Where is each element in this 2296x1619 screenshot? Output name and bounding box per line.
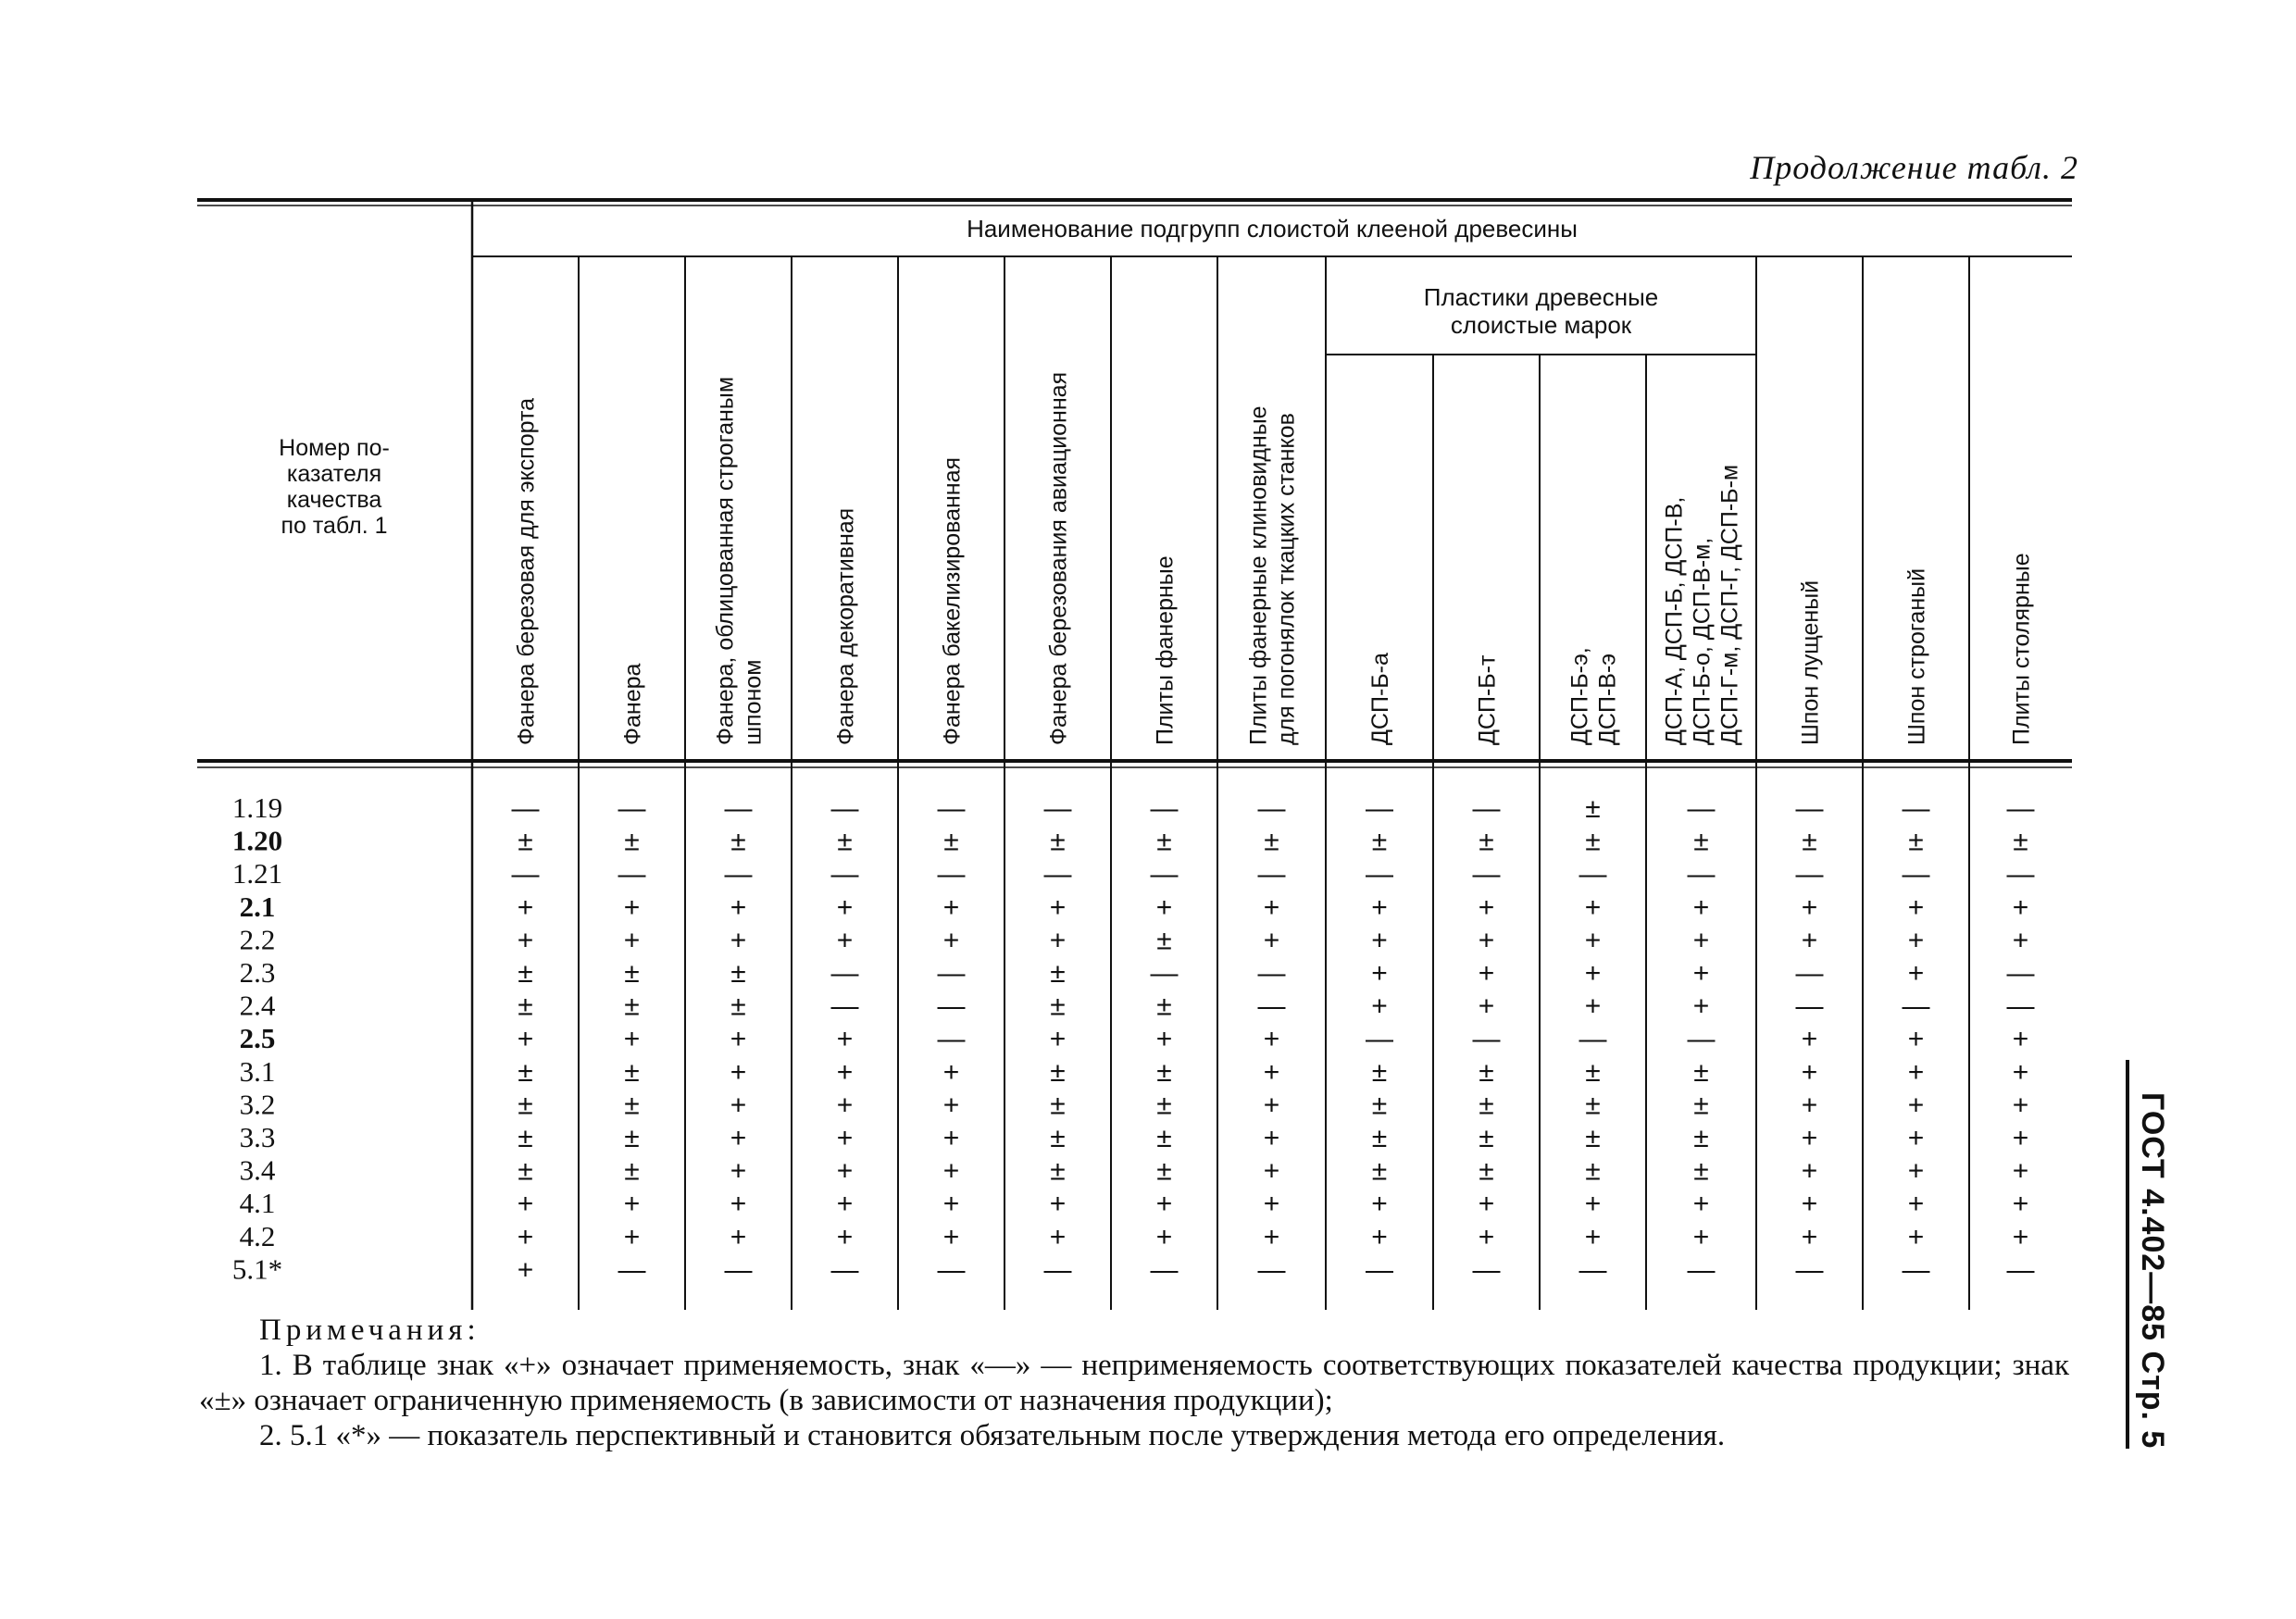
table-cell: +	[730, 1189, 747, 1220]
note-2: 2. 5.1 «*» — показатель перспективный и становится обязательным после утверждения метода его определения.	[259, 1419, 1726, 1452]
table-cell: +	[1584, 1221, 1602, 1252]
row-label: 1.20	[231, 824, 283, 857]
table-cell: ±	[1693, 1056, 1709, 1088]
table-cell: —	[1902, 1254, 1930, 1286]
table-cell: +	[1263, 1189, 1280, 1220]
table-cell: +	[517, 1024, 534, 1055]
table-cell: +	[1263, 891, 1280, 923]
table-cell: +	[1692, 1189, 1710, 1220]
column-header: Фанера, облицованная строганым	[712, 376, 739, 745]
table-cell: +	[1155, 891, 1173, 923]
table-cell: —	[1150, 859, 1179, 890]
table-cell: +	[1692, 958, 1710, 989]
table-cell: ±	[1050, 990, 1066, 1022]
table-cell: +	[1478, 1221, 1495, 1252]
table-cell: ±	[1908, 826, 1924, 857]
table-cell: ±	[518, 990, 533, 1022]
column-header: для погонялок ткацких станков	[1273, 413, 1300, 745]
table-cell: +	[836, 891, 854, 923]
table-cell: —	[1472, 859, 1501, 890]
table-cell: +	[1907, 1221, 1925, 1252]
table-cell: ±	[1156, 990, 1172, 1022]
row-label: 3.3	[239, 1121, 276, 1153]
table-cell: +	[1049, 925, 1067, 956]
plastics-header: Пластики древесные	[1423, 283, 1659, 311]
table-cell: ±	[518, 826, 533, 857]
table-cell: —	[830, 1254, 859, 1286]
table-cell: ±	[1693, 826, 1709, 857]
table-cell: +	[942, 1155, 960, 1187]
table-cell: —	[1687, 1024, 1716, 1055]
table-cell: +	[942, 925, 960, 956]
table-cell: +	[1907, 1056, 1925, 1088]
table-cell: +	[517, 925, 534, 956]
table-cell: ±	[624, 1155, 640, 1187]
table-cell: ±	[730, 826, 746, 857]
table-cell: +	[1478, 990, 1495, 1022]
table-cell: +	[1371, 1221, 1388, 1252]
table-cell: —	[1902, 859, 1930, 890]
table-cell: —	[1578, 1254, 1607, 1286]
table-cell: —	[1472, 1254, 1501, 1286]
table-cell: ±	[518, 1155, 533, 1187]
column-header: Плиты фанерные клиновидные	[1245, 405, 1272, 745]
table-cell: —	[2006, 990, 2035, 1022]
table-cell: —	[937, 793, 966, 824]
table-cell: —	[2006, 793, 2035, 824]
table-cell: +	[1371, 925, 1388, 956]
column-header: Плиты столярные	[2008, 553, 2035, 745]
table-cell: ±	[624, 958, 640, 989]
table-cell: —	[1043, 793, 1072, 824]
table-cell: +	[1263, 925, 1280, 956]
table-cell: +	[1371, 990, 1388, 1022]
table-cell: +	[730, 925, 747, 956]
table-cell: +	[1049, 1189, 1067, 1220]
column-header: ДСП-Б-а	[1367, 653, 1393, 745]
table-cell: —	[511, 793, 540, 824]
row-label: 2.2	[239, 923, 276, 956]
column-header: Шпон лущеный	[1797, 579, 1824, 745]
table-cell: +	[2012, 1090, 2029, 1121]
table-cell: +	[1907, 1024, 1925, 1055]
table-cell: ±	[1371, 1155, 1388, 1187]
table-cell: —	[1043, 1254, 1072, 1286]
table-cell: +	[623, 925, 641, 956]
table-cell: —	[1366, 793, 1393, 824]
table-cell: +	[1478, 925, 1495, 956]
table-cell: ±	[837, 826, 853, 857]
column-header: Фанера березовая для экспорта	[513, 397, 540, 745]
row-label: 1.19	[231, 791, 283, 824]
row-label: 3.4	[239, 1153, 276, 1187]
table-cell: +	[1801, 891, 1818, 923]
table-cell: ±	[624, 1123, 640, 1153]
table-cell: —	[1795, 859, 1824, 890]
standard-code: ГОСТ 4.402—85 Стр. 5	[2135, 1092, 2170, 1450]
table-cell: +	[1155, 1189, 1173, 1220]
table-cell: +	[1049, 891, 1067, 923]
table-cell: +	[1478, 1189, 1495, 1220]
table-cell: —	[1687, 793, 1716, 824]
column-header: ДСП-Г-м, ДСП-Г, ДСП-Б-м	[1716, 464, 1743, 745]
table-cell: —	[1366, 1024, 1393, 1055]
row-label: 2.4	[239, 989, 276, 1022]
table-cell: +	[517, 891, 534, 923]
table-cell: +	[1801, 925, 1818, 956]
table-cell: +	[1801, 1056, 1818, 1088]
table-cell: +	[836, 1090, 854, 1121]
row-label: 3.1	[239, 1054, 276, 1088]
table-cell: —	[1257, 990, 1286, 1022]
column-header: ДСП-Б-т	[1474, 654, 1501, 745]
table-cell: ±	[1050, 1123, 1066, 1153]
table-cell: ±	[624, 826, 640, 857]
table-cell: —	[618, 793, 646, 824]
table-cell: ±	[1479, 1123, 1494, 1153]
table-cell: +	[942, 1221, 960, 1252]
table-cell: +	[517, 1221, 534, 1252]
row-header-text: по табл. 1	[281, 513, 388, 539]
table-cell: —	[1257, 793, 1286, 824]
table-cell: +	[942, 891, 960, 923]
column-header: Шпон строганый	[1903, 567, 1930, 745]
table-cell: ±	[1156, 1090, 1172, 1121]
table-cell: +	[1801, 1123, 1818, 1153]
table-cell: —	[1150, 1254, 1179, 1286]
table-cell: ±	[1585, 826, 1601, 857]
table-cell: +	[2012, 1024, 2029, 1055]
table-cell: +	[1263, 1123, 1280, 1153]
side-rule	[2126, 1060, 2129, 1449]
group-header: Наименование подгрупп слоистой клееной древесины	[967, 215, 1578, 243]
table-cell: +	[2012, 1221, 2029, 1252]
column-header: ДСП-В-э	[1594, 653, 1621, 745]
note-1: 1. В таблице знак «+» означает применяемость, знак «—» — неприменяемость соответствующих показателей качества продукции; знак «±» означает ограниченную применяемость (в зависимости от назначения продукции);	[199, 1349, 2069, 1417]
table-cell: —	[724, 859, 753, 890]
table-cell: —	[1150, 958, 1179, 989]
table-cell: —	[1257, 859, 1286, 890]
table-cell: +	[730, 891, 747, 923]
table-cell: —	[2006, 958, 2035, 989]
table-cell: —	[830, 793, 859, 824]
table-cell: +	[836, 1123, 854, 1153]
table-cell: +	[2012, 891, 2029, 923]
table-cell: —	[1257, 1254, 1286, 1286]
column-header: Плиты фанерные	[1152, 555, 1179, 745]
table-cell: +	[1907, 1123, 1925, 1153]
table-cell: ±	[1264, 826, 1279, 857]
table-cell: ±	[1479, 1090, 1494, 1121]
table-cell: +	[1478, 891, 1495, 923]
row-label: 2.1	[239, 890, 276, 923]
table-cell: +	[1801, 1221, 1818, 1252]
table-cell: —	[2006, 1254, 2035, 1286]
table-cell: ±	[1693, 1155, 1709, 1187]
table-cell: +	[1584, 1189, 1602, 1220]
table-cell: —	[2006, 859, 2035, 890]
table-cell: —	[1366, 1254, 1393, 1286]
table-cell: +	[1801, 1189, 1818, 1220]
table-cell: +	[942, 1123, 960, 1153]
table-cell: ±	[730, 958, 746, 989]
table-cell: —	[937, 1024, 966, 1055]
table-cell: ±	[624, 1090, 640, 1121]
table-cell: +	[1907, 1155, 1925, 1187]
table-cell: ±	[943, 826, 959, 857]
table-cell: ±	[624, 990, 640, 1022]
table-cell: +	[836, 1024, 854, 1055]
table-cell: ±	[1050, 1090, 1066, 1121]
row-label: 2.3	[239, 956, 276, 989]
table-cell: ±	[1479, 1056, 1494, 1088]
table-cell: +	[1692, 1221, 1710, 1252]
table-cell: ±	[1479, 1155, 1494, 1187]
table-cell: +	[2012, 1189, 2029, 1220]
table-cell: —	[1795, 1254, 1824, 1286]
table-cell: +	[2012, 925, 2029, 956]
table-cell: +	[1049, 1221, 1067, 1252]
table-cell: +	[1263, 1056, 1280, 1088]
row-header-text: качества	[286, 487, 382, 513]
table-cell: —	[1795, 990, 1824, 1022]
column-header: Фанера декоративная	[832, 507, 859, 745]
table-cell: ±	[1371, 1090, 1388, 1121]
table-cell: —	[1902, 793, 1930, 824]
table-cell: ±	[1050, 826, 1066, 857]
column-header: ДСП-Б-э,	[1566, 647, 1593, 745]
table-cell: —	[1687, 1254, 1716, 1286]
table-cell: ±	[1156, 1123, 1172, 1153]
table-cell: ±	[1050, 1056, 1066, 1088]
table-cell: +	[1584, 958, 1602, 989]
table-cell: +	[1692, 925, 1710, 956]
table-cell: +	[623, 1221, 641, 1252]
table-cell: ±	[624, 1056, 640, 1088]
table-cell: +	[942, 1189, 960, 1220]
column-header: Фанера березования авиационная	[1045, 371, 1072, 745]
row-label: 5.1*	[231, 1252, 283, 1286]
table-cell: +	[1155, 1024, 1173, 1055]
table-cell: —	[511, 859, 540, 890]
table-cell: +	[1801, 1155, 1818, 1187]
table-cell: +	[1263, 1221, 1280, 1252]
table-cell: ±	[1693, 1123, 1709, 1153]
table-cell: —	[724, 793, 753, 824]
column-header: Фанера бакелизированная	[939, 456, 966, 745]
table-cell: —	[937, 859, 966, 890]
notes-block	[199, 1313, 2069, 1453]
table-cell: ±	[1802, 826, 1817, 857]
table-cell: —	[618, 859, 646, 890]
row-label: 3.2	[239, 1088, 276, 1121]
table-cell: ±	[1156, 1056, 1172, 1088]
table-cell: +	[517, 1254, 534, 1286]
table-cell: —	[1472, 793, 1501, 824]
table-cell: ±	[1050, 958, 1066, 989]
table-cell: ±	[518, 1090, 533, 1121]
table-cell: +	[836, 1056, 854, 1088]
table-cell: —	[1366, 859, 1393, 890]
table-cell: +	[836, 1221, 854, 1252]
table-cell: ±	[1693, 1090, 1709, 1121]
table-cell: +	[730, 1024, 747, 1055]
table-cell: +	[1263, 1024, 1280, 1055]
table-cell: —	[1150, 793, 1179, 824]
table-cell: +	[1263, 1090, 1280, 1121]
table-cell: +	[1263, 1155, 1280, 1187]
table-cell: +	[1371, 958, 1388, 989]
table-cell: ±	[1585, 1090, 1601, 1121]
table-cell: —	[937, 958, 966, 989]
table-cell: +	[1049, 1024, 1067, 1055]
table-cell: —	[830, 958, 859, 989]
table-cell: +	[730, 1155, 747, 1187]
table-cell: ±	[1585, 1123, 1601, 1153]
notes-title: Примечания:	[259, 1314, 480, 1347]
side-code-box	[2135, 1092, 2176, 1481]
table-cell: —	[1578, 859, 1607, 890]
table-cell: ±	[1371, 1056, 1388, 1088]
column-header: ДСП-А, ДСП-Б, ДСП-В,	[1661, 496, 1688, 745]
table-cell: ±	[518, 1056, 533, 1088]
table-cell: +	[2012, 1155, 2029, 1187]
table-cell: ±	[1585, 1056, 1601, 1088]
plastics-header: слоистые марок	[1450, 311, 1632, 339]
table-cell: —	[1902, 990, 1930, 1022]
table-cell: +	[1907, 1189, 1925, 1220]
table-cell: +	[836, 925, 854, 956]
table-cell: ±	[1371, 826, 1388, 857]
table-cell: +	[942, 1090, 960, 1121]
table-cell: —	[618, 1254, 646, 1286]
table-cell: +	[1692, 891, 1710, 923]
table-cell: +	[1584, 925, 1602, 956]
table-cell: +	[2012, 1056, 2029, 1088]
table-caption: Продолжение табл. 2	[1750, 149, 2078, 186]
table-cell: +	[623, 1189, 641, 1220]
table-cell: +	[1371, 891, 1388, 923]
table-cell: ±	[1050, 1155, 1066, 1187]
column-header: Фанера	[619, 663, 646, 745]
table-cell: +	[730, 1221, 747, 1252]
table-cell: —	[1795, 793, 1824, 824]
table-cell: +	[1801, 1090, 1818, 1121]
table-cell: +	[1155, 1221, 1173, 1252]
table-cell: +	[1907, 925, 1925, 956]
table-cell: +	[1584, 891, 1602, 923]
table-cell: +	[942, 1056, 960, 1088]
table-cell: —	[1472, 1024, 1501, 1055]
table-cell: ±	[2013, 826, 2028, 857]
column-header: шпоном	[740, 659, 767, 745]
table-cell: ±	[730, 990, 746, 1022]
table-cell: —	[1043, 859, 1072, 890]
table-cell: —	[1578, 1024, 1607, 1055]
table-cell: ±	[518, 958, 533, 989]
table-cell: +	[730, 1056, 747, 1088]
table-cell: +	[517, 1189, 534, 1220]
table-cell: +	[836, 1189, 854, 1220]
table-cell: ±	[1371, 1123, 1388, 1153]
table-cell: —	[1687, 859, 1716, 890]
table-cell: +	[1907, 1090, 1925, 1121]
table-cell: ±	[1156, 1155, 1172, 1187]
table-cell: ±	[1156, 826, 1172, 857]
row-label: 4.1	[239, 1187, 276, 1220]
table-cell: +	[1478, 958, 1495, 989]
table-cell: —	[1257, 958, 1286, 989]
table-cell: +	[623, 891, 641, 923]
table-cell: ±	[1479, 826, 1494, 857]
table-cell: +	[1801, 1024, 1818, 1055]
table-cell: +	[2012, 1123, 2029, 1153]
row-label: 2.5	[239, 1022, 276, 1055]
table-cell: +	[730, 1123, 747, 1153]
table-cell: +	[1584, 990, 1602, 1022]
table-cell: +	[1371, 1189, 1388, 1220]
row-label: 1.21	[231, 857, 283, 890]
table-cell: +	[730, 1090, 747, 1121]
column-header: ДСП-Б-о, ДСП-В-м,	[1689, 537, 1716, 745]
table-cell: —	[830, 859, 859, 890]
table-cell: —	[724, 1254, 753, 1286]
row-header-text: Номер по-	[279, 435, 390, 461]
table-cell: —	[937, 1254, 966, 1286]
row-header-text: казателя	[286, 461, 382, 487]
table-cell: +	[836, 1155, 854, 1187]
table-cell: —	[1795, 958, 1824, 989]
table-cell: ±	[1585, 793, 1601, 824]
table-cell: ±	[518, 1123, 533, 1153]
row-label: 4.2	[239, 1219, 276, 1252]
table-cell: +	[1907, 958, 1925, 989]
table-cell: +	[623, 1024, 641, 1055]
table-cell: —	[937, 990, 966, 1022]
table-cell: ±	[1156, 925, 1172, 956]
table-cell: +	[1692, 990, 1710, 1022]
table-cell: +	[1907, 891, 1925, 923]
table-cell: ±	[1585, 1155, 1601, 1187]
table-cell: —	[830, 990, 859, 1022]
